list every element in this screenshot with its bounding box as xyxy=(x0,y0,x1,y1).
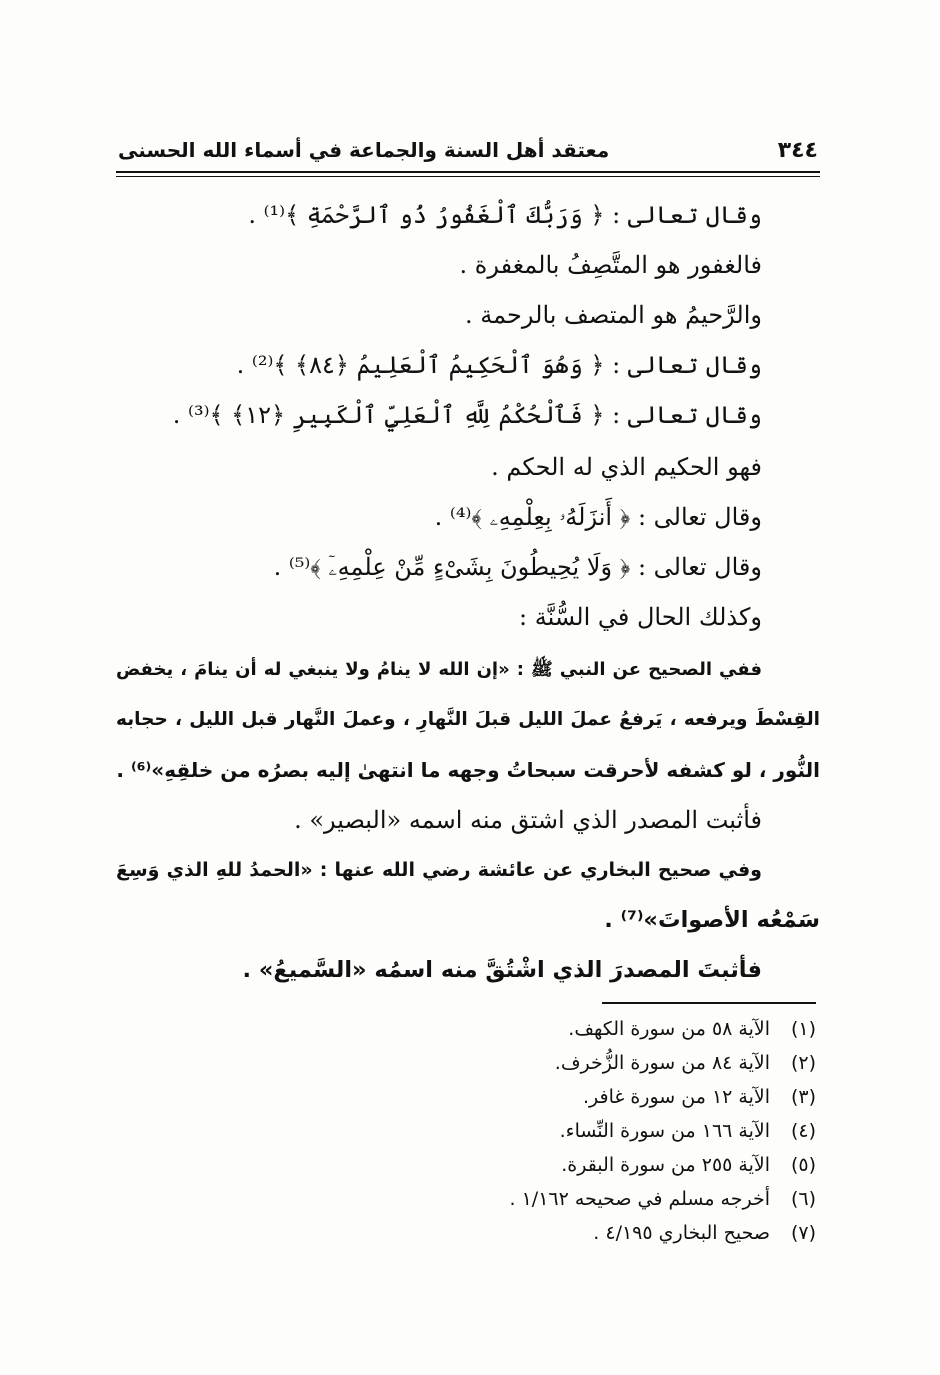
footnote xyxy=(316,1114,816,1148)
text-line: وقال تعالى : ﴿ فَٱلْحُكْمُ لِلَّهِ ٱلْعَلِيِّ ٱلْكَبِيرِ ﴿١٢﴾ ﴾⁽³⁾ . xyxy=(172,401,762,429)
page-header xyxy=(118,132,818,168)
footnote-text: الآية ٨٤ من سورة الزُّخرف. xyxy=(554,1052,770,1074)
text-line: وقال تعالى : ﴿ أَنزَلَهُۥ بِعِلْمِهِۦ ﴾⁽⁴⁾ . xyxy=(434,503,762,531)
page-number: ٣٤٤ xyxy=(777,137,818,163)
text-line: وقال تعالى : ﴿ وَهُوَ ٱلْحَكِيمُ ٱلْعَلِيمُ ﴿٨٤﴾ ﴾⁽²⁾ . xyxy=(236,351,762,379)
hadith-line: ففي الصحيح عن النبي ﷺ : «إن الله لا ينامُ ولا ينبغي له أن ينامَ ، يخفض xyxy=(116,659,762,680)
text-line: وكذلك الحال في السُّنَّة : xyxy=(519,603,762,631)
text-line: وقال تعالى : ﴿ وَلَا يُحِيطُونَ بِشَىْءٍ مِّنْ عِلْمِهِۦٓ ﴾⁽⁵⁾ . xyxy=(273,553,762,581)
header-rule-thick xyxy=(116,171,820,173)
footnote xyxy=(316,1216,816,1250)
footnote-separator xyxy=(602,1002,816,1004)
footnote-text: الآية ١٦٦ من سورة النِّساء. xyxy=(559,1120,770,1142)
text-line: فهو الحكيم الذي له الحكم . xyxy=(491,453,762,481)
text-line: فالغفور هو المتَّصِفُ بالمغفرة . xyxy=(459,251,762,279)
footnote xyxy=(316,1182,816,1216)
footnotes xyxy=(316,1012,816,1250)
hadith-line: سَمْعُه الأصواتَ»⁽⁷⁾ . xyxy=(604,907,820,933)
hadith-line: وفي صحيح البخاري عن عائشة رضي الله عنها : «الحمدُ للهِ الذي وَسِعَ xyxy=(116,859,762,881)
hadith-line: النُّور ، لو كشفه لأحرقت سبحاتُ وجهه ما انتهىٰ إليه بصرُه من خلقِهِ»⁽⁶⁾ . xyxy=(116,758,820,782)
footnote xyxy=(316,1046,816,1080)
footnote-text: أخرجه مسلم في صحيحه ١/١٦٢ . xyxy=(509,1188,770,1210)
text-line: فأثبت المصدر الذي اشتق منه اسمه «البصير» . xyxy=(294,806,762,834)
footnote-text: الآية ١٢ من سورة غافر. xyxy=(582,1086,770,1108)
footnote-number: (٧) xyxy=(790,1222,816,1244)
running-title: معتقد أهل السنة والجماعة في أسماء الله الحسنى xyxy=(118,138,610,162)
footnote-number: (٢) xyxy=(790,1052,816,1074)
footnote-number: (١) xyxy=(790,1018,816,1040)
footnote-number: (٣) xyxy=(790,1086,816,1108)
footnote xyxy=(316,1148,816,1182)
footnote-text: الآية ٥٨ من سورة الكهف. xyxy=(568,1018,770,1040)
footnote-number: (٥) xyxy=(790,1154,816,1176)
footnote xyxy=(316,1012,816,1046)
footnote xyxy=(316,1080,816,1114)
text-line: وقال تعالى : ﴿ وَرَبُّكَ ٱلْغَفُورُ ذُو ٱلرَّحْمَةِ ﴾⁽¹⁾ . xyxy=(248,201,762,229)
footnote-text: صحيح البخاري ٤/١٩٥ . xyxy=(593,1222,770,1244)
hadith-line: القِسْطَ ويرفعه ، يَرفعُ عملَ الليل قبلَ النَّهارِ ، وعملَ النَّهار قبل الليل ، حجابه xyxy=(116,709,820,730)
footnote-text: الآية ٢٥٥ من سورة البقرة. xyxy=(561,1154,770,1176)
header-rule-thin xyxy=(116,176,820,177)
footnote-number: (٦) xyxy=(790,1188,816,1210)
footnote-number: (٤) xyxy=(790,1120,816,1142)
text-line: فأثبتَ المصدرَ الذي اشْتُقَّ منه اسمُه «السَّميعُ» . xyxy=(242,957,762,983)
text-line: والرَّحيمُ هو المتصف بالرحمة . xyxy=(465,301,762,329)
